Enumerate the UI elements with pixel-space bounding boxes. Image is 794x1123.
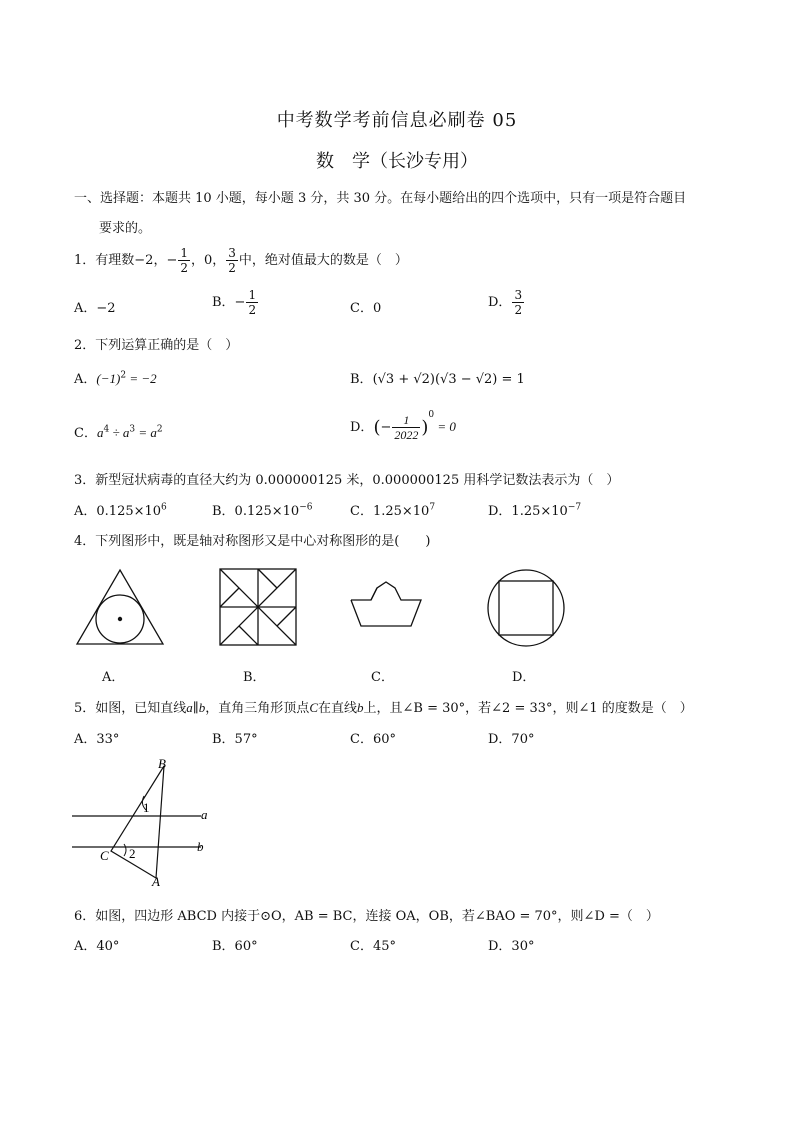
- q1-option-c[interactable]: C．0: [350, 301, 382, 316]
- q3-option-b[interactable]: B．$0.125\times 10^{-6}$: [212, 502, 313, 519]
- q6-option-d[interactable]: D．30°: [488, 939, 535, 954]
- q3-option-a[interactable]: A．$0.125\times 10^6$: [74, 502, 167, 519]
- q4-option-c[interactable]: C．: [371, 670, 394, 685]
- question-5-stem: 5．如图，已知直线a∥b，直角三角形顶点C在直线b上，且∠B = 30°，若∠2 = 33°，则∠1 的度数是（ ）: [74, 700, 693, 716]
- section-heading: 一、选择题：本题共 10 小题，每小题 3 分，共 30 分。在每小题给出的四个选项中，只有一项是符合题目: [74, 191, 687, 206]
- section-heading-cont: 要求的。: [99, 221, 152, 236]
- q4-figure-c-boat[interactable]: [349, 580, 423, 628]
- paper-subtitle: 数 学（长沙专用）: [316, 151, 478, 172]
- q5-option-d[interactable]: D．70°: [488, 732, 535, 747]
- q6-option-b[interactable]: B．60°: [212, 939, 258, 954]
- q4-option-a[interactable]: A．: [102, 670, 125, 685]
- q4-option-d[interactable]: D．: [512, 670, 536, 685]
- q1-option-b[interactable]: B．− $\frac{1}{2}$: [212, 288, 257, 317]
- question-3-stem: 3．新型冠状病毒的直径大约为 0.000000125 米，0.000000125 用科学记数法表示为（ ）: [74, 473, 620, 488]
- q5-label-A: A: [152, 874, 160, 889]
- q5-label-B: B: [158, 756, 166, 771]
- q6-option-a[interactable]: A．40°: [74, 939, 120, 954]
- q6-option-c[interactable]: C．45°: [350, 939, 396, 954]
- q5-option-b[interactable]: B．57°: [212, 732, 258, 747]
- q2-option-c[interactable]: C．$a^4 \div a^3 = a^2$: [74, 424, 163, 441]
- q5-label-a: a: [201, 807, 208, 822]
- q4-figure-d-circle-square[interactable]: [486, 568, 566, 648]
- q5-label-b: b: [197, 839, 204, 854]
- q3-option-d[interactable]: D．$1.25\times 10^{-7}$: [488, 502, 582, 519]
- q5-label-angle1: 1: [143, 800, 150, 815]
- paper-title: 中考数学考前信息必刷卷 05: [276, 110, 518, 131]
- question-2-stem: 2．下列运算正确的是（ ）: [74, 338, 239, 353]
- q4-option-b[interactable]: B．: [243, 670, 266, 685]
- q1-option-d[interactable]: D． $\frac{3}{2}$: [488, 288, 523, 317]
- q5-option-a[interactable]: A．33°: [74, 732, 120, 747]
- q4-figure-a-triangle-circle[interactable]: [75, 568, 165, 646]
- q3-option-c[interactable]: C．$1.25\times 10^7$: [350, 502, 436, 519]
- q2-option-a[interactable]: A．$(-1)^2 = -2$: [74, 370, 157, 387]
- q5-label-C: C: [100, 848, 109, 863]
- q2-option-b[interactable]: B．(√3 + √2)(√3 − √2) = 1: [350, 372, 525, 387]
- question-1-stem: 1．有理数−2，− $\frac{1}{2}$ ，0， $\frac{3}{2}$ 中，绝对值最大的数是（ ）: [74, 246, 408, 275]
- q1-option-a[interactable]: A．−2: [74, 301, 116, 316]
- q5-option-c[interactable]: C．60°: [350, 732, 396, 747]
- q4-figure-b-pinwheel[interactable]: [219, 568, 297, 646]
- q5-label-angle2: 2: [129, 846, 136, 861]
- q2-option-d[interactable]: D．(− $\frac{1}{2022}$ )$^0$ = 0: [350, 410, 456, 442]
- q5-figure-parallel-lines-triangle: [66, 752, 226, 892]
- question-4-stem: 4．下列图形中，既是轴对称图形又是中心对称图形的是( ): [74, 534, 431, 549]
- question-6-stem: 6．如图，四边形 ABCD 内接于⊙O，AB = BC，连接 OA，OB，若∠BAO = 70°，则∠D =（ ）: [74, 909, 659, 924]
